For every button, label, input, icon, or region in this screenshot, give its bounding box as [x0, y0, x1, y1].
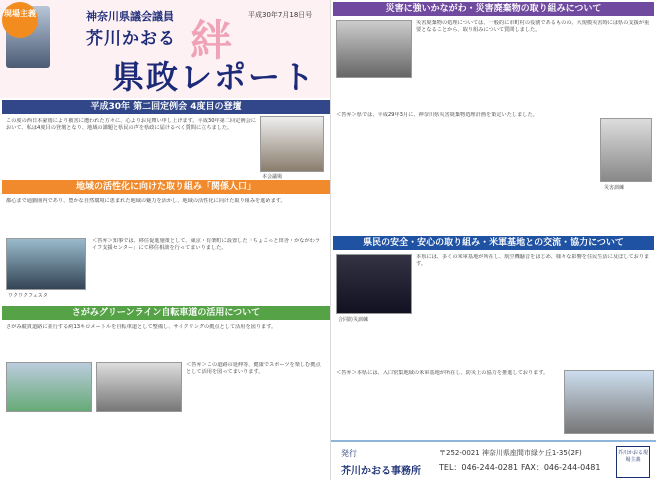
newsletter-title: 県政レポート	[112, 58, 317, 96]
footer	[331, 440, 656, 480]
basecamp-photo	[336, 254, 412, 314]
drill-photo-caption: 災害訓練	[604, 185, 625, 191]
left-section2-qa: ＜答弁＞知事では、移住促進施策として、東京・有楽町に設置した「ちょこっと田舎・かながわライフ支援センター」にて移住相談を行ってまいりました。	[92, 238, 321, 251]
right-section1-title: 災害に強いかながわ・災害廃棄物の取り組みについて	[333, 2, 654, 16]
newsletter-header	[0, 0, 330, 98]
right-section2-body: 本県には、多くの米軍基地が所在し、航空機騒音をはじめ、様々な影響を住民生活に及ぼしております。	[416, 254, 650, 267]
right-section1-body: 災害廃棄物の処理については、一般的に市町村の役割であるものの、大規模災害時には県の支援が重要となることから、取り組みについて質問しました。	[416, 20, 650, 33]
left-section3-qa: ＜答弁＞この道路の延伸等、健康でスポーツを楽しむ拠点として活用を図ってまいります。	[186, 362, 321, 375]
issuer-label: 発行	[341, 449, 357, 458]
left-section1-title: 平成30年 第二回定例会 4度目の登壇	[2, 100, 330, 114]
right-section2-title: 県民の安全・安心の取り組み・米軍基地との交流・協力について	[333, 236, 654, 250]
author-role: 神奈川県議会議員	[86, 10, 174, 23]
kizuna-logo: 絆	[190, 16, 233, 65]
festa-photo	[6, 238, 86, 290]
office-tel: TEL：046-244-0281	[439, 463, 519, 472]
left-section1-body: この度の西日本豪雨により被害に遭われた方々に、心よりお見舞い申し上げます。平成30年第二回定例会において、私は4度目の登壇となり、地域の課題と県民の声を県政に届けるべく質問に立ちました。	[6, 118, 256, 131]
greenline-photo-2	[96, 362, 182, 412]
drill-photo	[600, 118, 652, 182]
left-section2-title: 地域の活性化に向けた取り組み「関係人口」	[2, 180, 330, 194]
right-section1-qa: ＜答弁＞県では、平成29年3月に、神奈川県災害廃棄物処理計画を策定いたしました。	[336, 112, 538, 118]
right-section2-qa: ＜答弁＞本県には、入口密集地域の米軍基地が所在し、防災上の協力を推進しております。	[336, 370, 549, 376]
office-fax: FAX：046-244-0481	[521, 463, 601, 472]
council-photo	[260, 116, 324, 172]
column-divider	[330, 0, 331, 480]
footer-stamp: 芥川かおる現場主義	[616, 446, 650, 478]
basecamp-photo-caption: 合同防災訓練	[338, 317, 369, 323]
council-photo-caption: 本会議場	[262, 174, 283, 180]
left-section3-title: さがみグリーンライン自転車道の活用について	[2, 306, 330, 320]
festa-photo-caption: ワクワクフェスタ	[8, 293, 48, 299]
left-section3-body: さがみ縦貫道路に並行する約13キロメートルを自転車道として整備し、サイクリングの拠点として活用を図ります。	[6, 324, 277, 330]
badge: 現場主義	[2, 2, 38, 38]
office-address: 〒252-0021 神奈川県座間市緑ケ丘1-35(2F)	[439, 449, 582, 457]
author-name: 芥川かおる	[86, 29, 176, 49]
fire-drill-photo	[564, 370, 654, 434]
issue-date: 平成30年7月18日号	[248, 11, 313, 19]
office-name: 芥川かおる事務所	[341, 466, 421, 477]
left-section2-body: 都心まで通勤圏内であり、豊かな自然環境に恵まれた地域の魅力を活かし、地域の活性化に向けた取り組みを進めます。	[6, 198, 286, 204]
disaster-photo	[336, 20, 412, 78]
greenline-photo	[6, 362, 92, 412]
